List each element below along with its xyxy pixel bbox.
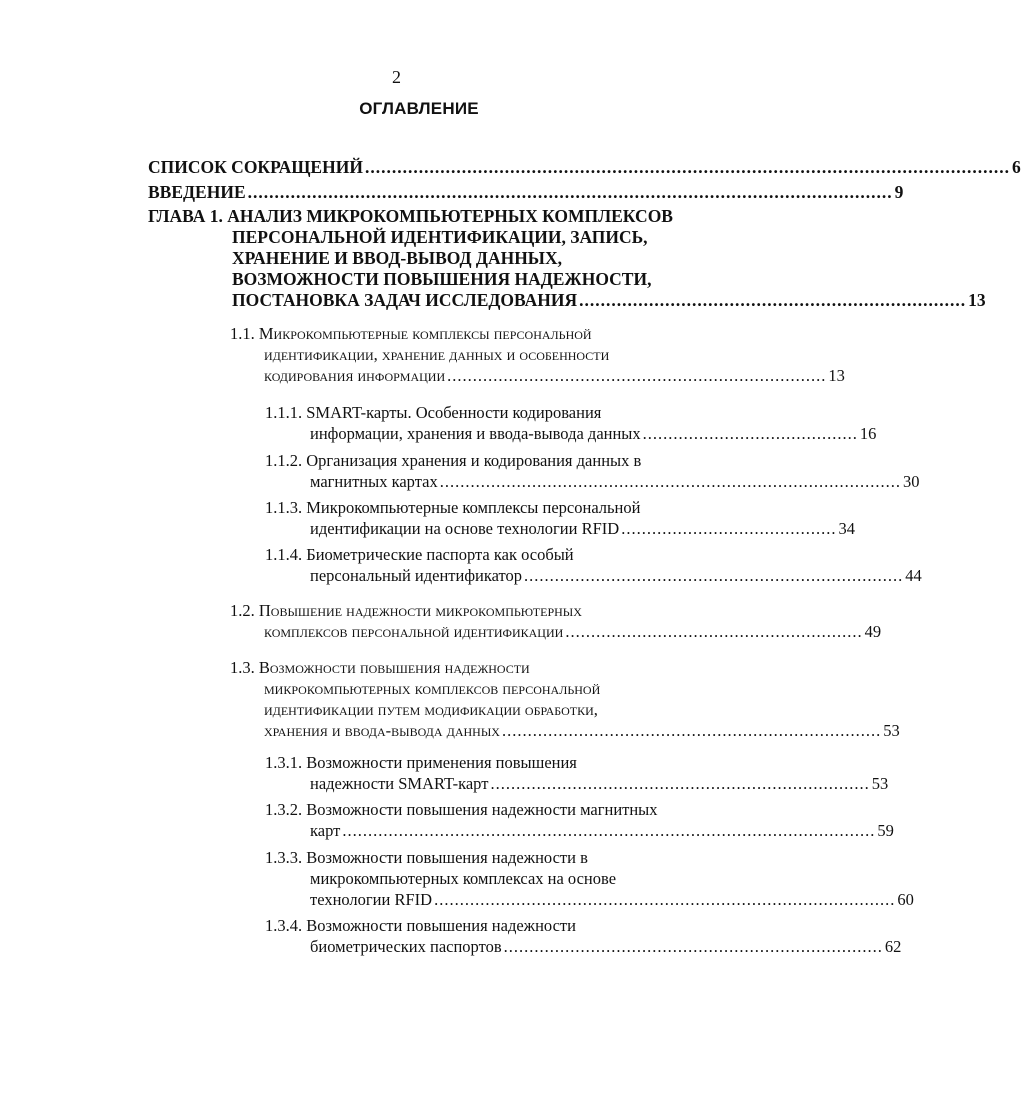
- toc-entry-page: 59: [877, 821, 894, 840]
- toc-entry-title: биометрических паспортов: [310, 937, 502, 956]
- toc-entry-page: 6: [1011, 157, 1021, 177]
- toc-entry-line: 1.3.3. Возможности повышения надежности в: [265, 848, 588, 867]
- toc-entry-title: магнитных картах: [310, 472, 438, 491]
- leader-dots: ..........................................................................................: [434, 890, 896, 909]
- leader-dots: ..........................................: [621, 519, 837, 538]
- toc-entry-title: идентификации на основе технологии RFID: [310, 519, 620, 538]
- toc-entry-page: 53: [883, 721, 900, 740]
- leader-dots: ........................................................................................................................: [247, 182, 893, 202]
- toc-entry-line: 1.1.4. Биометрические паспорта как особый: [265, 545, 574, 564]
- toc-entry-title: информации, хранения и ввода-вывода данных: [310, 424, 641, 443]
- toc-entry-introduction[interactable]: [148, 182, 904, 203]
- toc-entry-line: ВОЗМОЖНОСТИ ПОВЫШЕНИЯ НАДЕЖНОСТИ,: [232, 269, 652, 289]
- toc-entry-line: идентификации путем модификации обработки,: [264, 700, 598, 719]
- toc-entry-page: 13: [968, 290, 986, 310]
- toc-entry-line: идентификации, хранение данных и особенности: [264, 345, 610, 364]
- toc-entry-page: 44: [905, 566, 922, 585]
- toc-entry-section-1-3[interactable]: [230, 657, 900, 741]
- toc-entry-section-1-1-1[interactable]: [265, 402, 877, 444]
- toc-entry-section-1-1-4[interactable]: [265, 544, 922, 586]
- toc-entry-section-1-1-2[interactable]: [265, 450, 920, 492]
- leader-dots: ..........................................................................: [490, 774, 870, 793]
- leader-dots: ..........................................................: [565, 622, 863, 641]
- toc-entry-page: 13: [828, 366, 845, 385]
- leader-dots: ..........................................................................: [524, 566, 904, 585]
- toc-entry-line: ХРАНЕНИЕ И ВВОД-ВЫВОД ДАННЫХ,: [232, 248, 563, 268]
- toc-entry-chapter-1[interactable]: [148, 206, 986, 311]
- toc-entry-page: 60: [897, 890, 914, 909]
- leader-dots: ........................................................................................................: [342, 821, 876, 840]
- toc-entry-title: комплексов персональной идентификации: [264, 622, 564, 641]
- leader-dots: ........................................................................................................................: [364, 157, 1010, 177]
- leader-dots: ..........................................................................: [503, 937, 883, 956]
- toc-entry-line: 1.2. Повышение надежности микрокомпьютерных: [230, 601, 582, 620]
- toc-entry-title: надежности SMART-карт: [310, 774, 489, 793]
- toc-entry-title: персональный идентификатор: [310, 566, 523, 585]
- toc-entry-page: 62: [884, 937, 902, 956]
- toc-entry-page: 34: [838, 519, 855, 538]
- toc-entry-title: хранения и ввода-вывода данных: [264, 721, 500, 740]
- toc-entry-line: 1.3.1. Возможности применения повышения: [265, 753, 577, 772]
- toc-entry-line: микрокомпьютерных комплексах на основе: [310, 869, 617, 888]
- leader-dots: ..........................................................................................: [439, 472, 901, 491]
- toc-entry-page: 53: [871, 774, 889, 793]
- toc-entry-page: 9: [894, 182, 904, 202]
- toc-entry-section-1-3-4[interactable]: [265, 915, 902, 957]
- toc-entry-line: 1.3.2. Возможности повышения надежности магнитных: [265, 800, 658, 819]
- toc-entry-line: 1.1.3. Микрокомпьютерные комплексы персональной: [265, 498, 641, 517]
- toc-entry-title: карт: [310, 821, 341, 840]
- leader-dots: ........................................................................: [579, 290, 967, 310]
- toc-entry-section-1-3-3[interactable]: [265, 847, 914, 910]
- toc-entry-title: ПОСТАНОВКА ЗАДАЧ ИССЛЕДОВАНИЯ: [232, 290, 578, 310]
- page-number: 2: [392, 67, 401, 87]
- toc-entry-line: микрокомпьютерных комплексов персональной: [264, 679, 601, 698]
- toc-entry-line: ПЕРСОНАЛЬНОЙ ИДЕНТИФИКАЦИИ, ЗАПИСЬ,: [232, 227, 648, 247]
- toc-entry-line: 1.1. Микрокомпьютерные комплексы персональной: [230, 324, 592, 343]
- leader-dots: ..........................................: [642, 424, 858, 443]
- toc-entry-page: 16: [859, 424, 877, 443]
- toc-entry-section-1-1[interactable]: [230, 323, 845, 386]
- toc-entry-abbreviations[interactable]: [148, 157, 1021, 178]
- toc-entry-line: 1.1.1. SMART-карты. Особенности кодирования: [265, 403, 602, 422]
- toc-entry-page: 30: [902, 472, 920, 491]
- leader-dots: ..........................................................................: [447, 366, 827, 385]
- toc-entry-line: 1.3.4. Возможности повышения надежности: [265, 916, 576, 935]
- toc-entry-title: технологии RFID: [310, 890, 433, 909]
- toc-entry-line: 1.3. Возможности повышения надежности: [230, 658, 530, 677]
- toc-entry-title: СПИСОК СОКРАЩЕНИЙ: [148, 157, 363, 177]
- toc-entry-title: кодирования информации: [264, 366, 446, 385]
- toc-entry-line: 1.1.2. Организация хранения и кодирования данных в: [265, 451, 642, 470]
- leader-dots: ..........................................................................: [501, 721, 882, 740]
- toc-entry-section-1-3-2[interactable]: [265, 799, 894, 841]
- toc-entry-line: ГЛАВА 1. АНАЛИЗ МИКРОКОМПЬЮТЕРНЫХ КОМПЛЕКСОВ: [148, 206, 673, 226]
- toc-entry-section-1-1-3[interactable]: [265, 497, 855, 539]
- toc-entry-page: 49: [864, 622, 882, 641]
- toc-entry-section-1-3-1[interactable]: [265, 752, 889, 794]
- toc-title: ОГЛАВЛЕНИЕ: [359, 99, 479, 118]
- toc-entry-section-1-2[interactable]: [230, 600, 882, 642]
- toc-entry-title: ВВЕДЕНИЕ: [148, 182, 246, 202]
